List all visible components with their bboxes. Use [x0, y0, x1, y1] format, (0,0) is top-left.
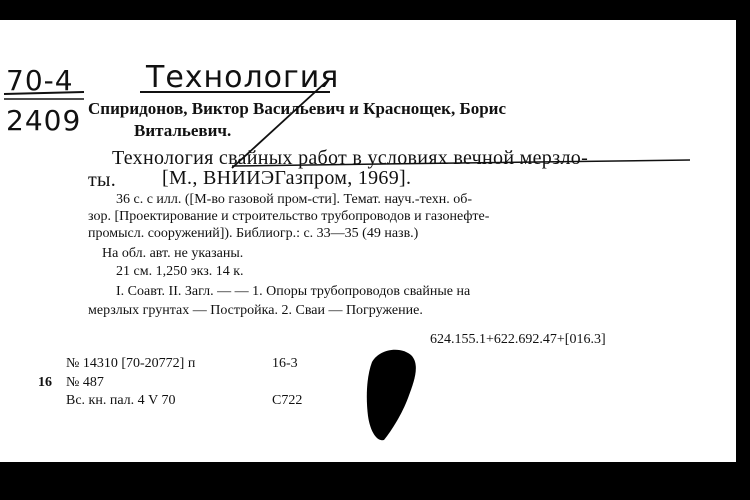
author-line-2: Витальевич. — [134, 121, 232, 140]
title-line-1: Технология свайных работ в условиях вечной мерзло- — [112, 147, 589, 169]
author-line-1: Спиридонов, Виктор Васильевич и Краснощек, Борис — [88, 99, 506, 118]
description-line-3: промысл. сооружений]). Библиогр.: с. 33—35 (49 назв.) — [88, 226, 419, 241]
title-line-2-imprint: [М., ВНИИЭГазпром, 1969]. — [162, 167, 412, 189]
subject-tracing-line-2: мерзлых грунтах — Постройка. 2. Сваи — Погружение. — [88, 303, 423, 318]
registration-line-2: № 487 — [66, 375, 104, 390]
registration-line-1-code: 16-3 — [272, 356, 298, 371]
registration-number: 16 — [38, 375, 52, 390]
description-line-1: 36 с. с илл. ([М-во газовой пром-сти]. Темат. науч.-техн. об- — [116, 192, 473, 207]
ink-blot — [367, 350, 416, 440]
title-line-2-start: ты. — [88, 169, 117, 191]
handwritten-call-number-bottom: 2409 — [6, 104, 82, 137]
udc-code: 624.155.1+622.692.47+[016.3] — [430, 332, 606, 347]
handwritten-call-number-top: 70-4 — [6, 64, 74, 97]
scan-right-border — [736, 0, 750, 500]
handwritten-subject-heading: Технология — [146, 60, 340, 95]
registration-line-3: Вс. кн. пал. 4 V 70 — [66, 393, 176, 408]
registration-line-1: № 14310 [70-20772] п — [66, 356, 196, 371]
note-line: На обл. авт. не указаны. — [102, 246, 244, 261]
subject-tracing-line-1: I. Соавт. II. Загл. — — 1. Опоры трубопроводов свайные на — [116, 284, 471, 299]
scan-top-border — [0, 0, 750, 20]
description-line-2: зор. [Проектирование и строительство трубопроводов и газонефте- — [88, 209, 490, 224]
scan-bottom-border — [0, 462, 750, 500]
registration-line-3-code: С722 — [272, 393, 303, 408]
size-line: 21 см. 1,250 экз. 14 к. — [116, 264, 244, 279]
